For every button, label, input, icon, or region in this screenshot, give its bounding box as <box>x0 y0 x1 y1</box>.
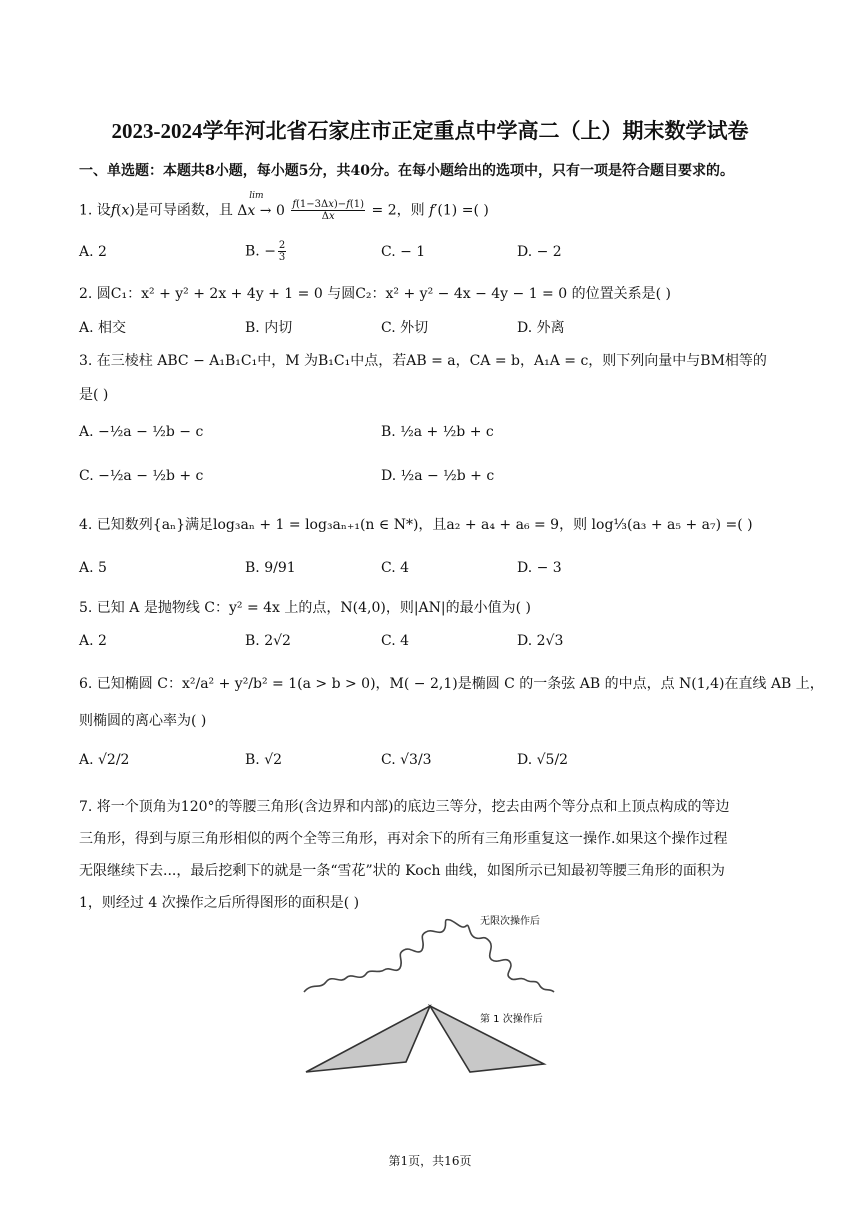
q2-option-a: A. 相交 <box>79 320 127 336</box>
page-footer: 第1页，共16页 <box>388 1154 472 1168</box>
q4-option-a: A. 5 <box>79 560 107 576</box>
question-7-line4: 1，则经过 4 次操作之后所得图形的面积是( ) <box>79 895 360 911</box>
section-heading: 一、单选题：本题共8小题，每小题5分，共40分。在每小题给出的选项中，只有一项是符合题目要求的。 <box>79 163 734 179</box>
q6-option-d: D. √5/2 <box>517 752 569 768</box>
q2-option-d: D. 外离 <box>517 320 565 336</box>
q4-option-b: B. 9/91 <box>245 560 296 576</box>
q2-option-c: C. 外切 <box>381 320 429 336</box>
question-5-stem: 5. 已知 A 是抛物线 C：y² = 4x 上的点，N(4,0)，则|AN|的最小值为( ) <box>79 600 531 616</box>
page-title: 2023-2024学年河北省石家庄市正定重点中学高二（上）期末数学试卷 <box>111 119 749 143</box>
question-3-stem-line2: 是( ) <box>79 387 109 403</box>
q1-option-c: C. − 1 <box>381 244 426 260</box>
question-2-stem: 2. 圆C₁：x² + y² + 2x + 4y + 1 = 0 与圆C₂：x² + y² − 4x − 4y − 1 = 0 的位置关系是( ) <box>79 286 671 302</box>
question-4-stem: 4. 已知数列{aₙ}满足log₃aₙ + 1 = log₃aₙ₊₁(n ∈ N*)，且a₂ + a₄ + a₆ = 9，则 log⅓(a₃ + a₅ + a₇) =( ) <box>79 517 753 533</box>
question-6-stem-line2: 则椭圆的离心率为( ) <box>79 713 207 729</box>
koch-snowflake-curve <box>304 920 554 992</box>
question-7-line3: 无限继续下去...，最后挖剩下的就是一条“雪花”状的 Koch 曲线，如图所示已知最初等腰三角形的面积为 <box>79 863 725 879</box>
q4-option-d: D. − 3 <box>517 560 562 576</box>
q6-option-b: B. √2 <box>245 752 283 768</box>
question-6-stem-line1: 6. 已知椭圆 C：x²/a² + y²/b² = 1(a > b > 0)，M( − 2,1)是椭圆 C 的一条弦 AB 的中点，点 N(1,4)在直线 AB 上， <box>79 676 824 692</box>
q1-option-a: A. 2 <box>79 244 107 260</box>
q3-option-b: B. ½a + ½b + c <box>381 424 494 440</box>
question-3-stem-line1: 3. 在三棱柱 ABC − A₁B₁C₁中，M 为B₁C₁中点，若AB = a，CA = b，A₁A = c，则下列向量中与BM相等的 <box>79 353 767 369</box>
q6-option-a: A. √2/2 <box>79 752 130 768</box>
question-1-stem: 1. 设f(x)是可导函数，且 lim Δx → 0 $\frac{f(1-3\Delta x)-f(1)}{\Delta x}$ = 2，则 f′(1) =( ) <box>79 190 489 222</box>
q5-option-b: B. 2√2 <box>245 633 291 649</box>
q3-option-a: A. −½a − ½b − c <box>79 424 204 440</box>
q5-option-d: D. 2√3 <box>517 633 564 649</box>
q6-option-c: C. √3/3 <box>381 752 432 768</box>
koch-curve-figure <box>300 912 560 1082</box>
question-7-line1: 7. 将一个顶角为120°的等腰三角形(含边界和内部)的底边三等分，挖去由两个等分点和上顶点构成的等边 <box>79 799 730 815</box>
q4-option-c: C. 4 <box>381 560 410 576</box>
figure-label-first: 第 1 次操作后 <box>480 1014 543 1025</box>
q5-option-c: C. 4 <box>381 633 410 649</box>
q3-option-d: D. ½a − ½b + c <box>381 468 495 484</box>
question-7-line2: 三角形，得到与原三角形相似的两个全等三角形，再对余下的所有三角形重复这一操作.如果这个操作过程 <box>79 831 728 847</box>
q2-option-b: B. 内切 <box>245 320 293 336</box>
q1-option-b: B. − $\frac{2}{3}$ <box>245 240 286 263</box>
q5-option-a: A. 2 <box>79 633 107 649</box>
q1-option-d: D. − 2 <box>517 244 562 260</box>
figure-label-infinite: 无限次操作后 <box>480 916 540 927</box>
q3-option-c: C. −½a − ½b + c <box>79 468 204 484</box>
